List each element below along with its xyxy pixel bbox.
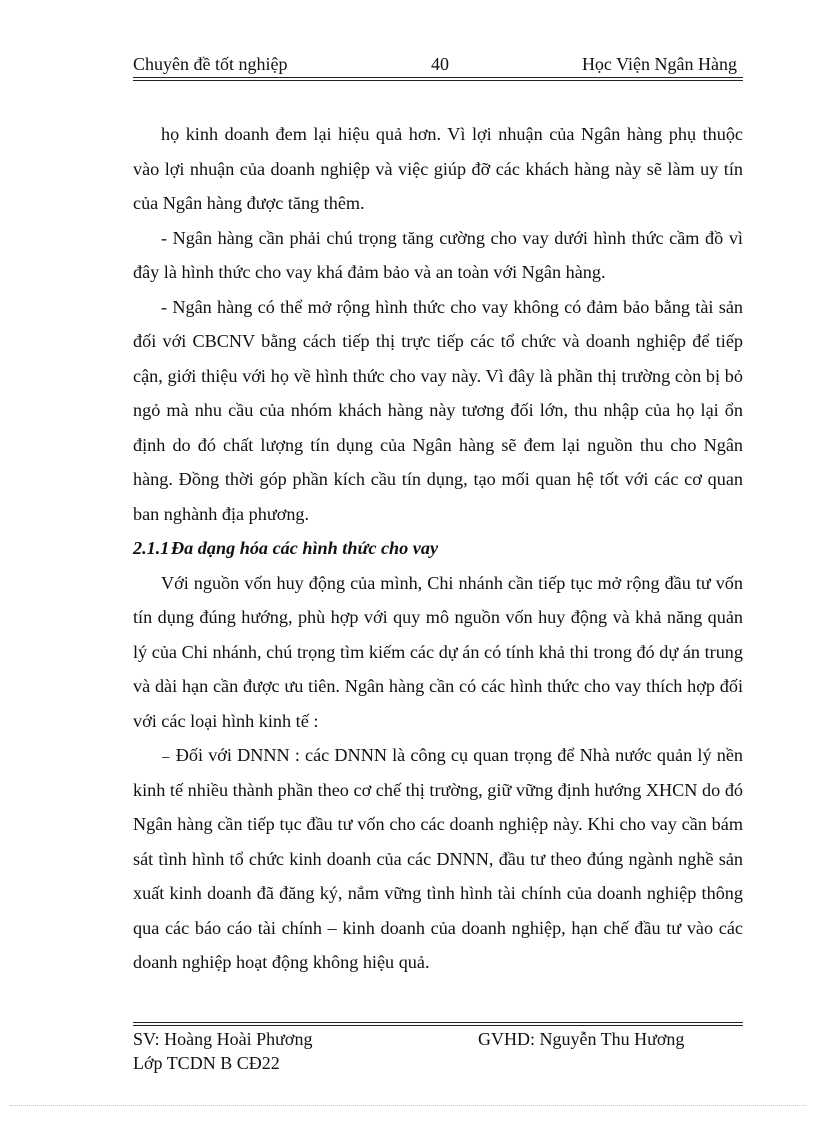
header-document-type: Chuyên đề tốt nghiệp (133, 54, 288, 74)
page-header (133, 50, 743, 78)
section-title: Đa dạng hóa các hình thức cho vay (171, 538, 439, 558)
header-rule (133, 77, 743, 78)
footer-student: SV: Hoàng Hoài Phương (133, 1029, 313, 1049)
bullet-paragraph: ₋ Đối với DNNN : các DNNN là công cụ quan trọng để Nhà nước quản lý nền kinh tế nhiều thành phần theo cơ chế thị trường, giữ vững định hướng XHCN do đó Ngân hàng cần tiếp tục đầu tư vốn cho các doanh nghiệp này. Khi cho vay cần bám sát tình hình tổ chức kinh doanh của các DNNN, đầu tư theo đúng ngành nghề sản xuất kinh doanh đã đăng ký, nắm vững tình hình tài chính của doanh nghiệp thông qua các báo cáo tài chính – kinh doanh của doanh nghiệp, hạn chế đầu tư vào các doanh nghiệp hoạt động không hiệu quả. (133, 745, 743, 972)
paragraph: Với nguồn vốn huy động của mình, Chi nhánh cần tiếp tục mở rộng đầu tư vốn tín dụng đúng hướng, phù hợp với quy mô nguồn vốn huy động và khả năng quản lý của Chi nhánh, chú trọng tìm kiếm các dự án có tính khả thi trong đó dự án trung và dài hạn cần được ưu tiên. Ngân hàng cần có các hình thức cho vay thích hợp đối với các loại hình kinh tế : (133, 572, 743, 731)
footer-advisor: GVHD: Nguyễn Thu Hương (478, 1029, 685, 1049)
header-rule-inner (133, 80, 743, 81)
section-number: 2.1.1 (133, 538, 170, 558)
section-heading (133, 531, 743, 566)
page-edge-divider (10, 1105, 806, 1106)
page-body (133, 117, 743, 980)
paragraph: - Ngân hàng cần phải chú trọng tăng cường cho vay dưới hình thức cầm đồ vì đây là hình thức cho vay khá đảm bảo và an toàn với Ngân hàng. (133, 227, 743, 282)
header-institution: Học Viện Ngân Hàng (581, 54, 737, 74)
footer-class: Lớp TCDN B CĐ22 (133, 1053, 280, 1073)
paragraph: họ kinh doanh đem lại hiệu quả hơn. Vì lợi nhuận của Ngân hàng phụ thuộc vào lợi nhuận của doanh nghiệp và việc giúp đỡ các khách hàng này sẽ làm uy tín của Ngân hàng được tăng thêm. (133, 124, 743, 213)
paragraph: - Ngân hàng có thể mở rộng hình thức cho vay không có đảm bảo bằng tài sản đối với CBCNV bằng cách tiếp thị trực tiếp các tổ chức và doanh nghiệp để tiếp cận, giới thiệu với họ về hình thức cho vay này. Vì đây là phần thị trường còn bị bỏ ngỏ mà nhu cầu của nhóm khách hàng này tương đối lớn, thu nhập của họ lại ổn định do đó chất lượng tín dụng của Ngân hàng sẽ đem lại nguồn thu cho Ngân hàng. Đồng thời góp phần kích cầu tín dụng, tạo mối quan hệ tốt với các cơ quan ban nghành địa phương. (133, 296, 743, 524)
page-number: 40 (431, 54, 449, 74)
footer-rule (133, 1025, 743, 1026)
footer-rule-inner (133, 1022, 743, 1023)
